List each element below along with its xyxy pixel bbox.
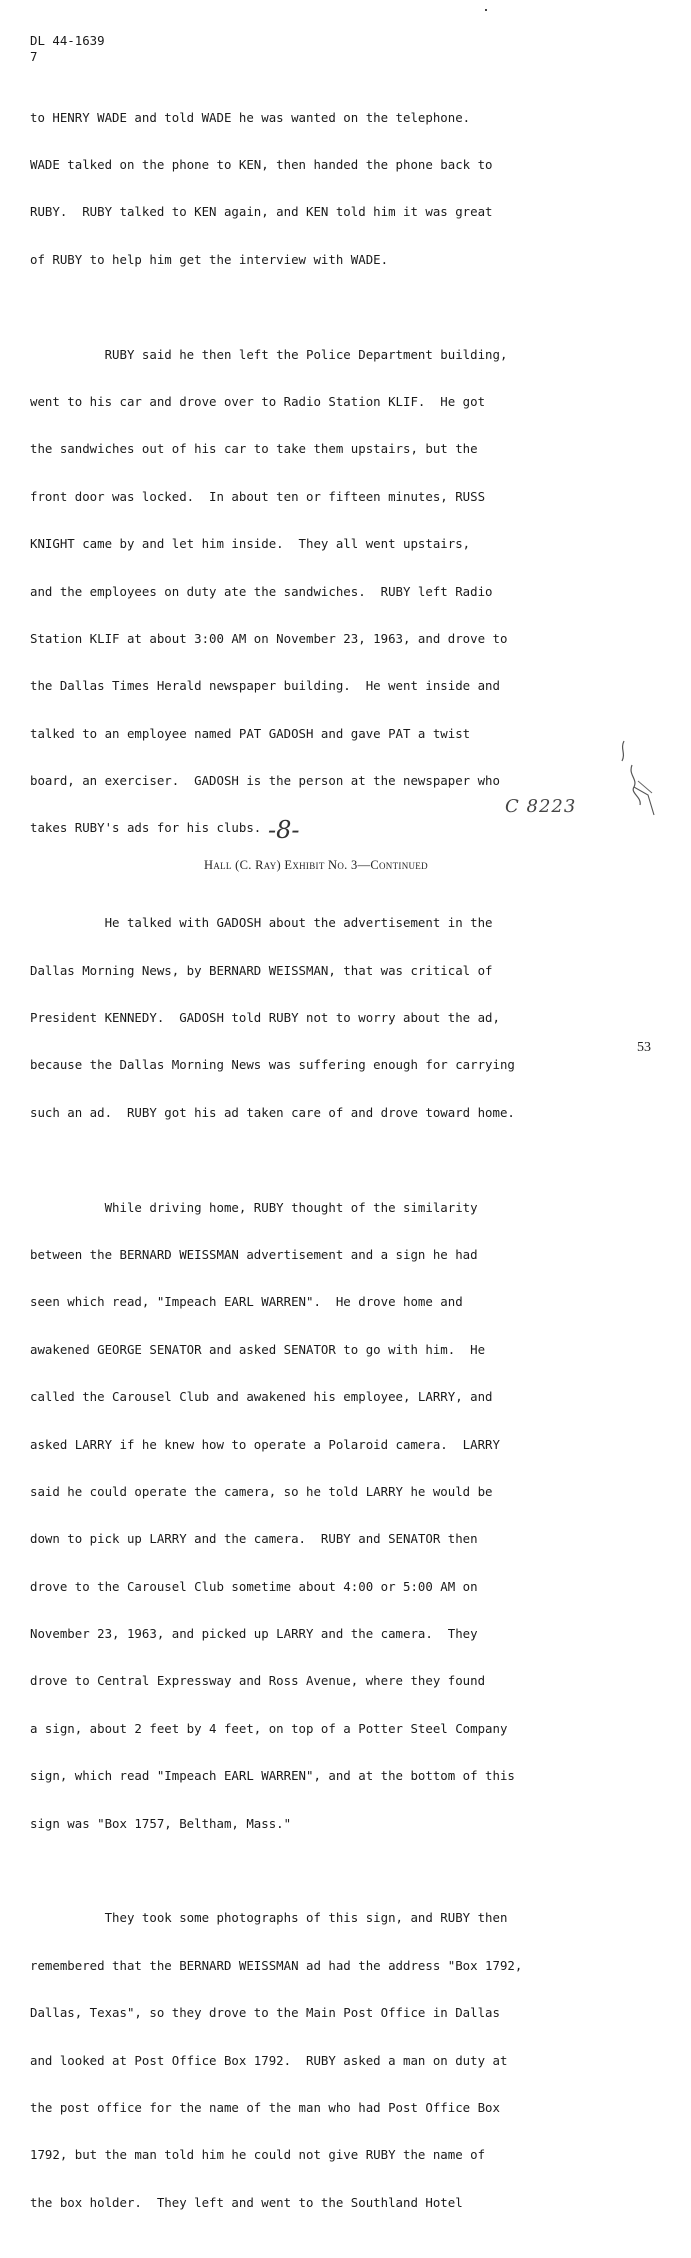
paragraph-3 <box>30 884 670 1153</box>
text-line: sign was "Box 1757, Beltham, Mass." <box>30 1815 292 1831</box>
handwritten-commission-number: C 8223 <box>505 796 577 817</box>
text-line: the box holder. They left and went to the Southland Hotel <box>30 2194 463 2210</box>
text-line: drove to the Carousel Club sometime about 4:00 or 5:00 AM on <box>30 1578 478 1594</box>
text-line: down to pick up LARRY and the camera. RUBY and SENATOR then <box>30 1531 478 1547</box>
text-line: and looked at Post Office Box 1792. RUBY asked a man on duty at <box>30 2052 508 2068</box>
paragraph-2 <box>30 315 670 868</box>
paragraph-1 <box>30 78 670 299</box>
text-line: awakened GEORGE SENATOR and asked SENATOR to go with him. He <box>30 1341 486 1357</box>
text-line: such an ad. RUBY got his ad taken care of and drove toward home. <box>30 1104 515 1120</box>
paragraph-4 <box>30 1168 670 1863</box>
text-line: between the BERNARD WEISSMAN advertisement and a sign he had <box>30 1246 478 1262</box>
text-line: November 23, 1963, and picked up LARRY and the camera. They <box>30 1626 478 1642</box>
text-line: asked LARRY if he knew how to operate a Polaroid camera. LARRY <box>30 1436 500 1452</box>
text-line: 1792, but the man told him he could not give RUBY the name of <box>30 2147 486 2163</box>
handwritten-page-number: -8- <box>268 816 300 844</box>
text-line: the Dallas Times Herald newspaper building. He went inside and <box>30 678 500 694</box>
text-line: He talked with GADOSH about the advertisement in the <box>30 915 493 931</box>
text-line: takes RUBY's ads for his clubs. <box>30 820 262 836</box>
text-line: RUBY said he then left the Police Department building, <box>30 346 508 362</box>
speck-mark <box>485 9 487 11</box>
exhibit-caption: Hall (C. Ray) Exhibit No. 3—Continued <box>204 858 428 872</box>
text-line: said he could operate the camera, so he told LARRY he would be <box>30 1483 493 1499</box>
handwritten-scribble <box>612 735 662 825</box>
page-index: 7 <box>30 48 38 64</box>
text-line: called the Carousel Club and awakened his employee, LARRY, and <box>30 1389 493 1405</box>
document-header <box>30 33 105 65</box>
text-line: Dallas, Texas", so they drove to the Main Post Office in Dallas <box>30 2005 500 2021</box>
text-line: the post office for the name of the man who had Post Office Box <box>30 2100 500 2115</box>
text-line: sign, which read "Impeach EARL WARREN", and at the bottom of this <box>30 1768 515 1784</box>
text-line: Dallas Morning News, by BERNARD WEISSMAN, that was critical of <box>30 962 493 978</box>
text-line: KNIGHT came by and let him inside. They all went upstairs, <box>30 536 471 552</box>
text-line: WADE talked on the phone to KEN, then handed the phone back to <box>30 156 493 172</box>
text-line: front door was locked. In about ten or fifteen minutes, RUSS <box>30 488 486 504</box>
text-line: Station KLIF at about 3:00 AM on November 23, 1963, and drove to <box>30 630 508 646</box>
text-line: of RUBY to help him get the interview with WADE. <box>30 251 389 267</box>
text-line: seen which read, "Impeach EARL WARREN". He drove home and <box>30 1294 463 1310</box>
text-line: They took some photographs of this sign, and RUBY then <box>30 1910 508 1926</box>
text-line: remembered that the BERNARD WEISSMAN ad had the address "Box 1792, <box>30 1957 523 1973</box>
text-line: because the Dallas Morning News was suffering enough for carrying <box>30 1057 515 1073</box>
text-line: and the employees on duty ate the sandwiches. RUBY left Radio <box>30 583 493 599</box>
text-line: a sign, about 2 feet by 4 feet, on top of a Potter Steel Company <box>30 1720 508 1736</box>
text-line: to HENRY WADE and told WADE he was wanted on the telephone. <box>30 109 471 125</box>
text-line: RUBY. RUBY talked to KEN again, and KEN told him it was great <box>30 204 493 220</box>
text-line: President KENNEDY. GADOSH told RUBY not to worry about the ad, <box>30 1010 500 1026</box>
text-line: went to his car and drove over to Radio Station KLIF. He got <box>30 393 486 409</box>
document-body <box>30 78 670 2258</box>
folio-number: 53 <box>637 1040 651 1055</box>
text-line: talked to an employee named PAT GADOSH and gave PAT a twist <box>30 725 471 741</box>
file-number: DL 44-1639 <box>30 33 105 48</box>
text-line: While driving home, RUBY thought of the similarity <box>30 1199 478 1215</box>
text-line: drove to Central Expressway and Ross Avenue, where they found <box>30 1673 486 1689</box>
paragraph-5 <box>30 1879 670 2242</box>
text-line: the sandwiches out of his car to take them upstairs, but the <box>30 441 478 457</box>
text-line: board, an exerciser. GADOSH is the person at the newspaper who <box>30 773 500 789</box>
